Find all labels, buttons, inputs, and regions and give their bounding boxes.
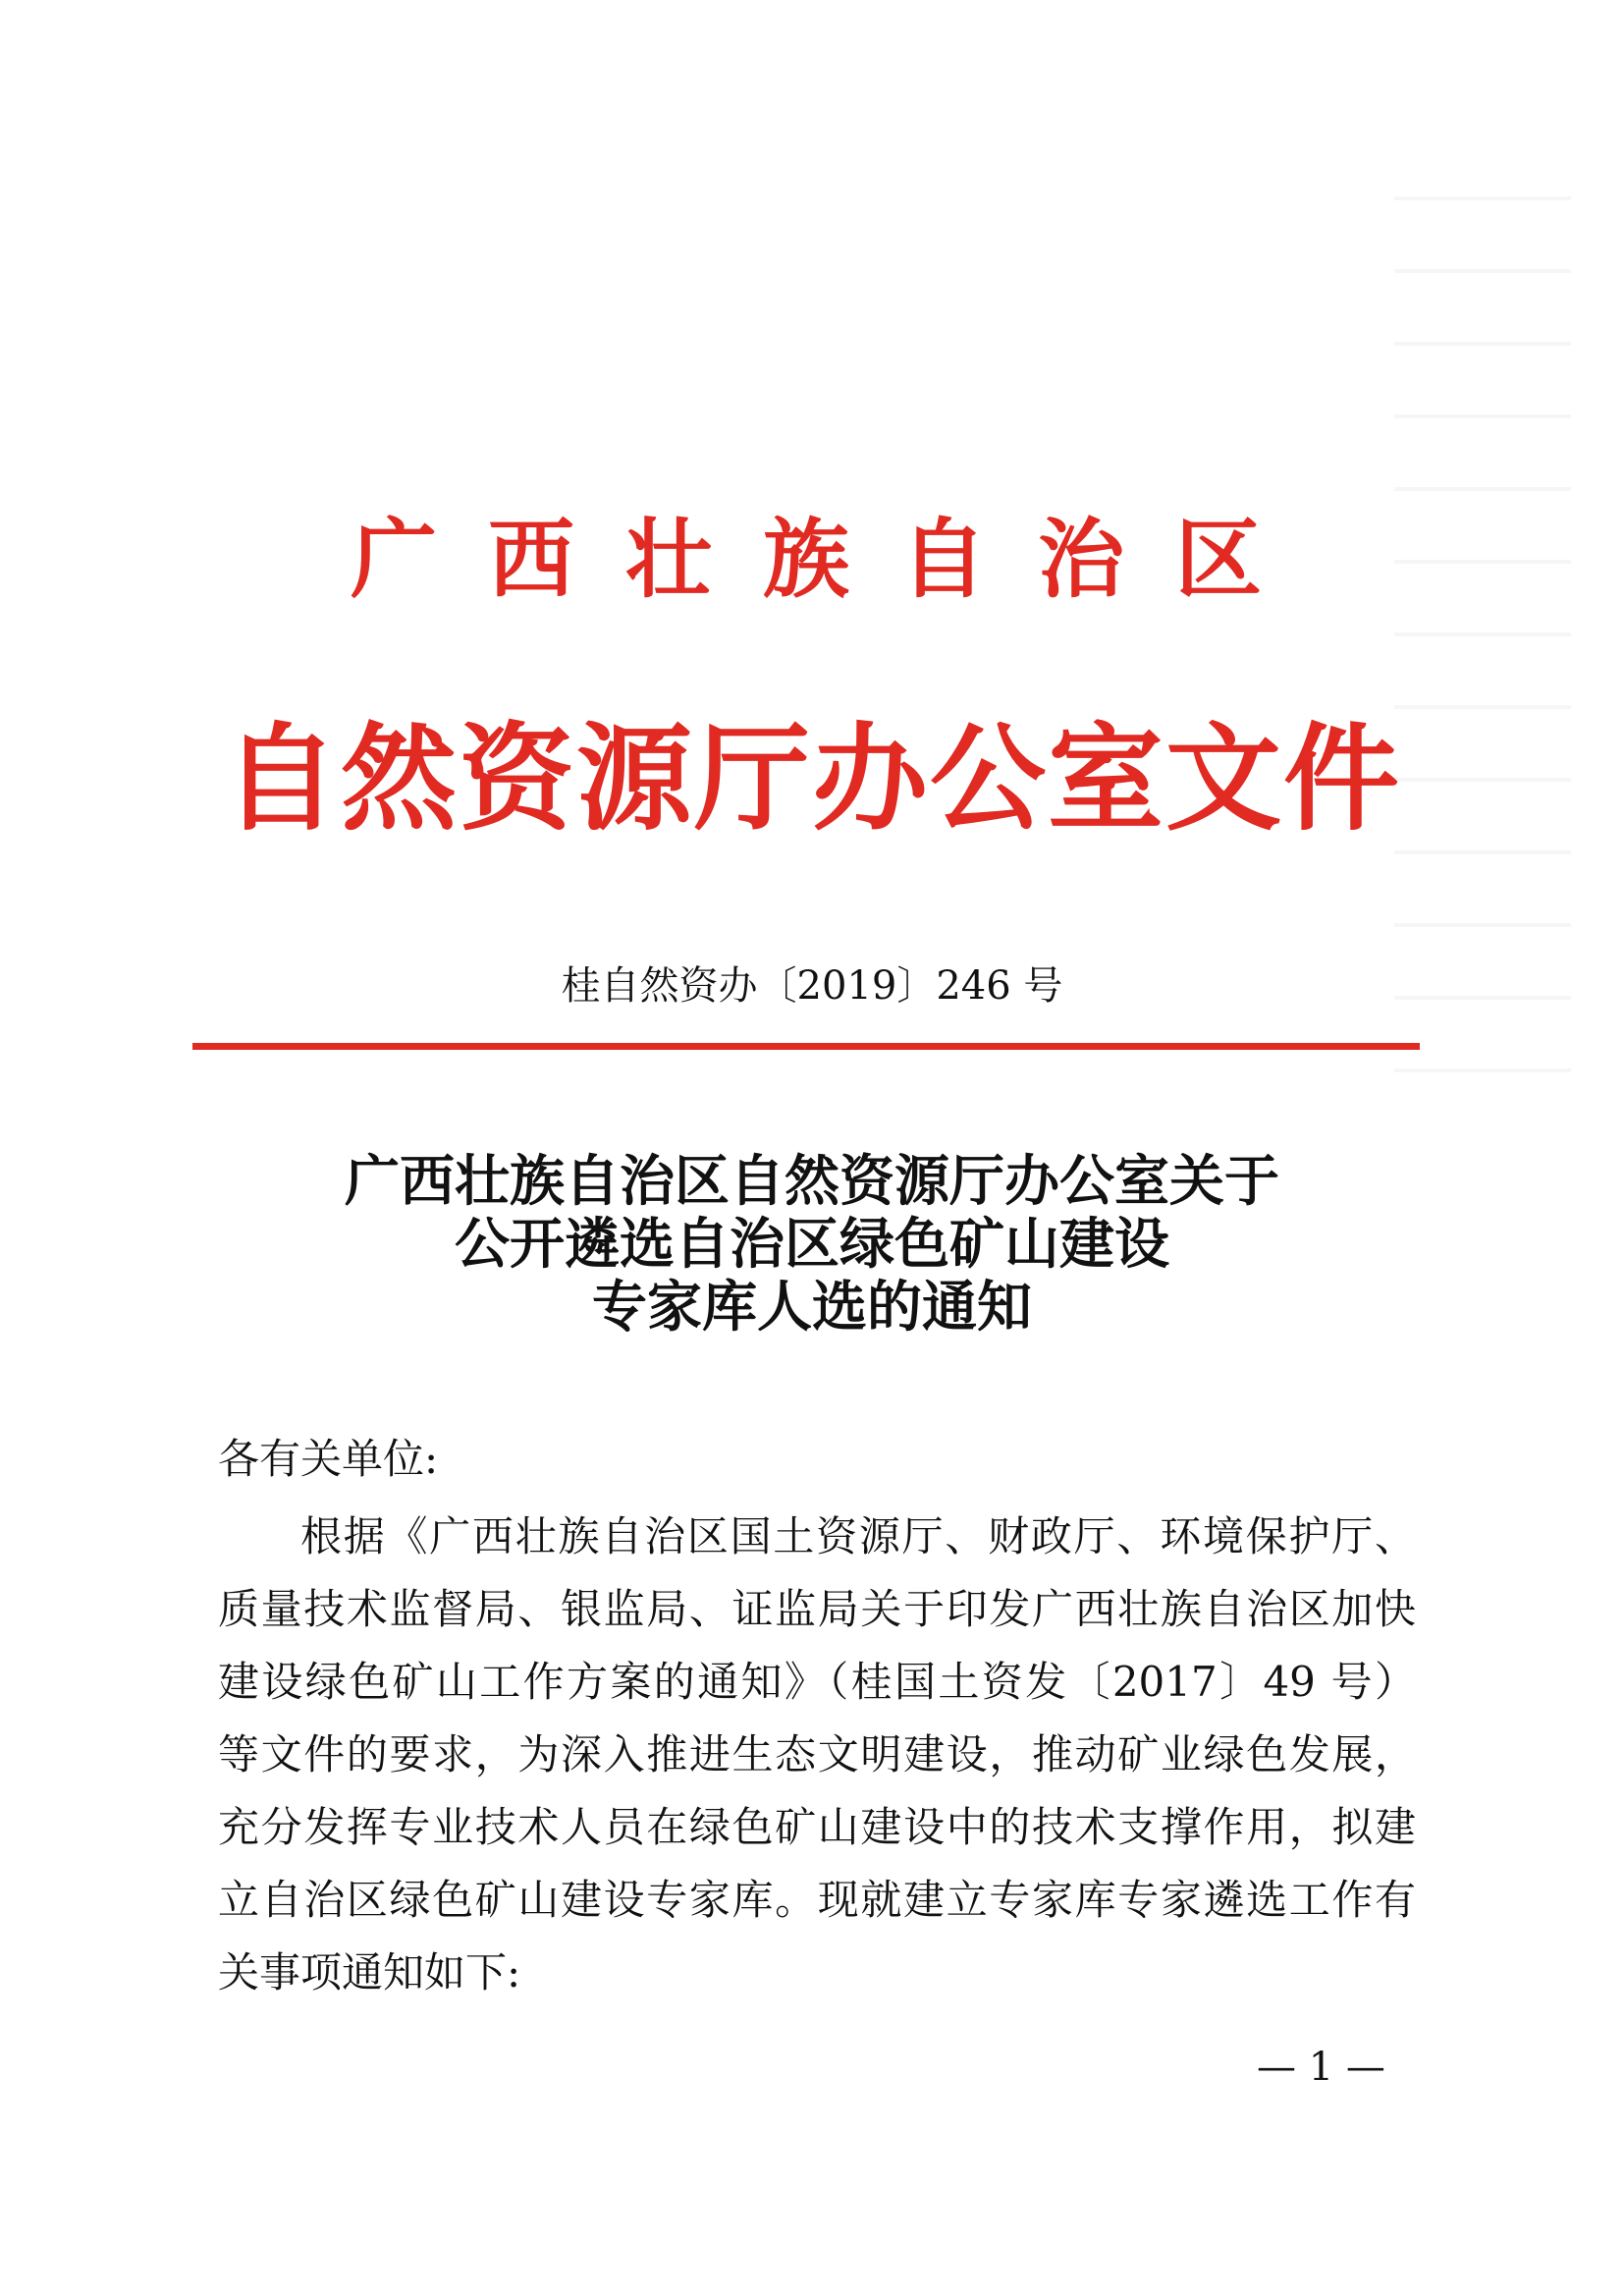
body-line: 质量技术监督局、银监局、证监局关于印发广西壮族自治区加快 (218, 1585, 1416, 1633)
body-line: 建设绿色矿山工作方案的通知》（桂国土资发〔2017〕49 号） (218, 1658, 1416, 1706)
document-number: 桂自然资办〔2019〕246 号 (561, 963, 1063, 1009)
bleed-through-shadow (1394, 196, 1571, 1080)
body-line: 等文件的要求，为深入推进生态文明建设，推动矿业绿色发展， (218, 1730, 1416, 1778)
issuer-name-line1: 广西壮族自治区 (350, 509, 1313, 610)
body-line: 关事项通知如下: (218, 1948, 521, 1996)
title-line3: 专家库人选的通知 (592, 1276, 1032, 1339)
salutation: 各有关单位: (218, 1435, 439, 1483)
body-line: 立自治区绿色矿山建设专家库。现就建立专家库专家遴选工作有 (218, 1876, 1416, 1924)
title-line2: 公开遴选自治区绿色矿山建设 (455, 1213, 1169, 1277)
body-line: 充分发挥专业技术人员在绿色矿山建设中的技术支撑作用，拟建 (218, 1803, 1416, 1851)
body-paragraph (218, 1501, 1416, 2009)
title-line1: 广西壮族自治区自然资源厅办公室关于 (345, 1150, 1279, 1214)
body-line: 根据《广西壮族自治区国土资源厅、财政厅、环境保护厅、 (300, 1512, 1416, 1560)
page-number: — 1 — (1257, 2045, 1385, 2090)
document-title (0, 1151, 1624, 1339)
red-divider-line (192, 1043, 1420, 1050)
issuer-name-line2: 自然资源厅办公室文件 (222, 711, 1401, 847)
